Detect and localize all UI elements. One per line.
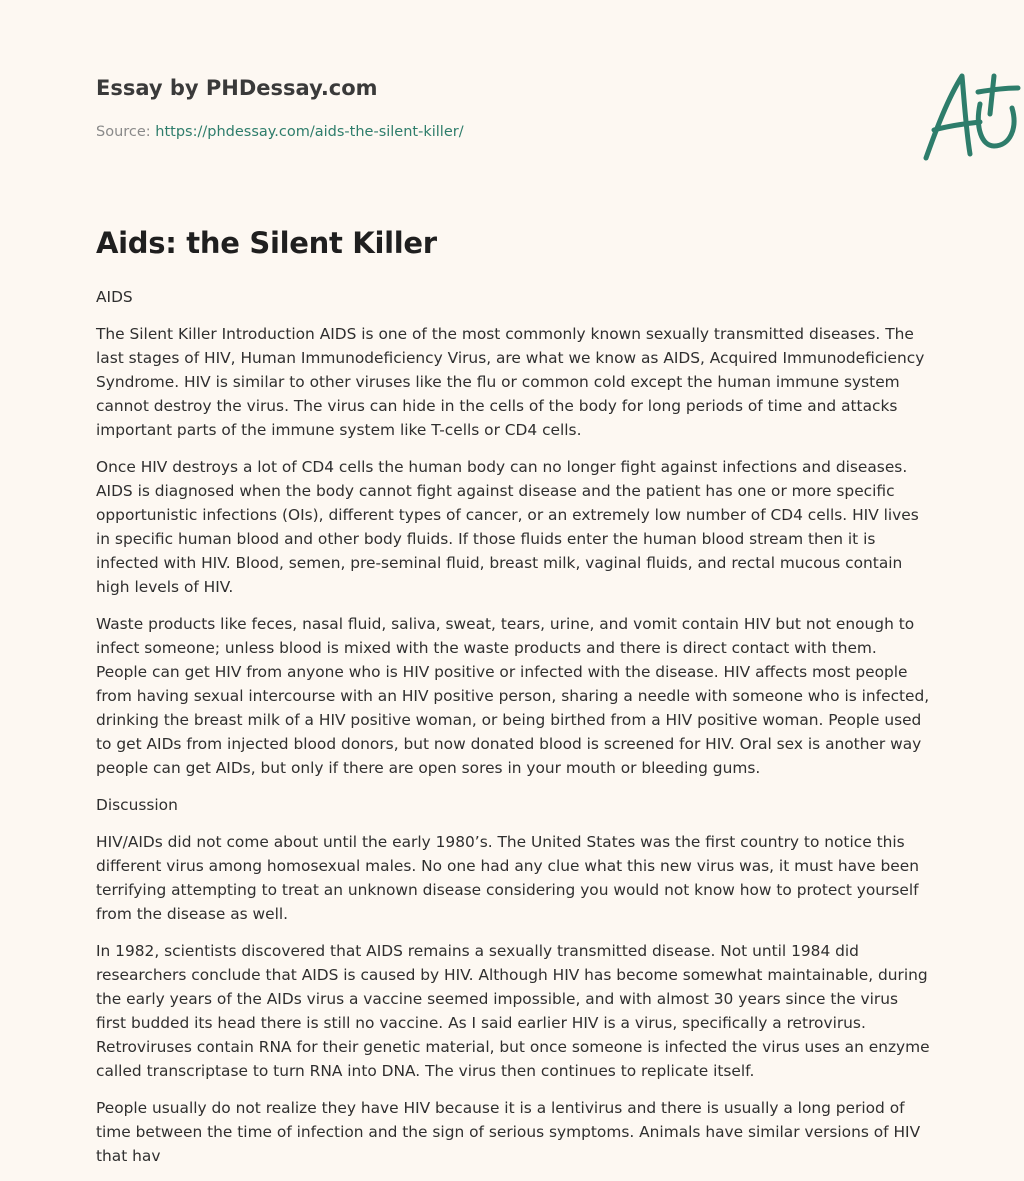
a-plus-logo-icon bbox=[920, 68, 1024, 164]
paragraph: AIDS bbox=[96, 288, 133, 306]
paragraph: Discussion bbox=[96, 796, 178, 814]
paragraph: Once HIV destroys a lot of CD4 cells the human body can no longer fight against infections and diseases. AIDS is diagnosed when the body cannot fight against disease and the patient has one or more specific opportunistic infections (OIs), different types of cancer, or an extremely low number of CD4 cells. HIV lives in specific human blood and other body fluids. If those fluids enter the human blood stream then it is infected with HIV. Blood, semen, pre-seminal fluid, breast milk, vaginal fluids, and rectal mucous contain high levels of HIV. bbox=[96, 458, 919, 596]
paragraph: The Silent Killer Introduction AIDS is one of the most commonly known sexually transmitted diseases. The last stages of HIV, Human Immunodeficiency Virus, are what we know as AIDS, Acquired Immunodeficiency Syndrome. HIV is similar to other viruses like the flu or common cold except the human immune system cannot destroy the virus. The virus can hide in the cells of the body for long periods of time and attacks important parts of the immune system like T-cells or CD4 cells. bbox=[96, 325, 925, 439]
paragraph: In 1982, scientists discovered that AIDS remains a sexually transmitted disease. Not until 1984 did researchers conclude that AIDS is caused by HIV. Although HIV has become somewhat maintainable, during the early years of the AIDs virus a vaccine seemed impossible, and with almost 30 years since the virus first budded its head there is still no vaccine. As I said earlier HIV is a virus, specifically a retrovirus. Retroviruses contain RNA for their genetic material, but once someone is infected the virus uses an enzyme called transcriptase to turn RNA into DNA. The virus then continues to replicate itself. bbox=[96, 942, 930, 1080]
source-link[interactable]: https://phdessay.com/aids-the-silent-killer/ bbox=[155, 124, 464, 140]
paragraph: HIV/AIDs did not come about until the early 1980’s. The United States was the first country to notice this different virus among homosexual males. No one had any clue what this new virus was, it must have been terrifying attempting to treat an unknown disease considering you would not know how to protect yourself from the disease as well. bbox=[96, 833, 919, 923]
essay-body bbox=[96, 285, 930, 1181]
paragraph: People usually do not realize they have HIV because it is a lentivirus and there is usually a long period of time between the time of infection and the sign of serious symptoms. Animals have similar versions of HIV that hav bbox=[96, 1099, 921, 1165]
site-title: Essay by PHDessay.com bbox=[96, 76, 378, 100]
essay-title: Aids: the Silent Killer bbox=[96, 226, 437, 260]
source-line bbox=[96, 124, 464, 140]
paragraph: Waste products like feces, nasal fluid, saliva, sweat, tears, urine, and vomit contain HIV but not enough to infect someone; unless blood is mixed with the waste products and there is direct contact with them. People can get HIV from anyone who is HIV positive or infected with the disease. HIV affects most people from having sexual intercourse with an HIV positive person, sharing a needle with someone who is infected, drinking the breast milk of a HIV positive woman, or being birthed from a HIV positive woman. People used to get AIDs from injected blood donors, but now donated blood is screened for HIV. Oral sex is another way people can get AIDs, but only if there are open sores in your mouth or bleeding gums. bbox=[96, 615, 930, 777]
source-label: Source: bbox=[96, 124, 156, 140]
